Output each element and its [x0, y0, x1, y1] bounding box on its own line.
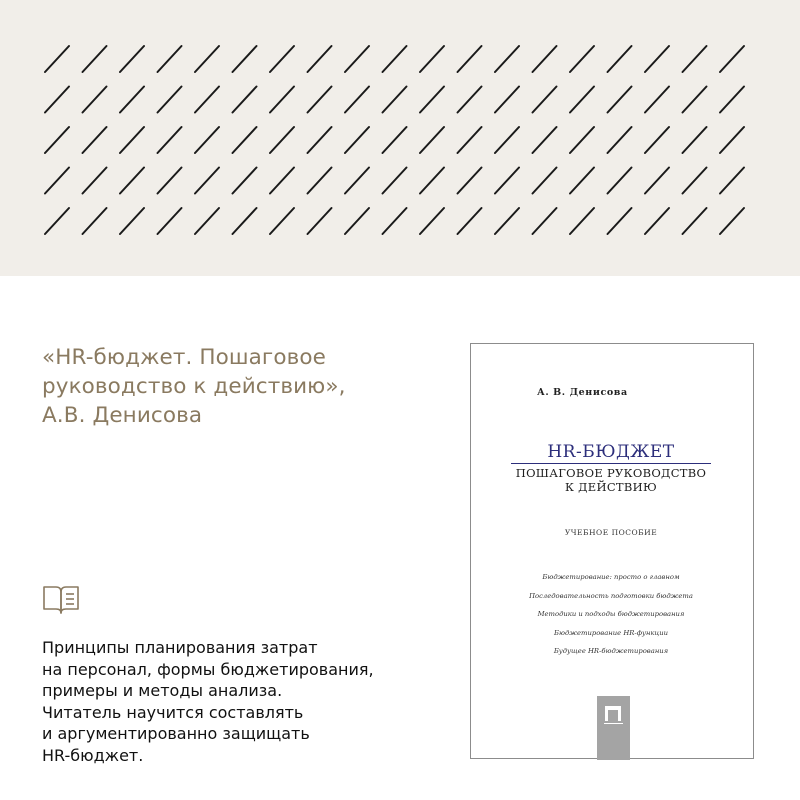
description-line: и аргументированно защищать	[42, 724, 310, 744]
diagonal-dash	[158, 46, 182, 72]
diagonal-dash	[420, 168, 444, 194]
cover-author: А. В. Денисова	[537, 387, 628, 398]
diagonal-dash	[120, 168, 144, 194]
book-cover	[470, 343, 754, 759]
diagonal-dash	[120, 127, 144, 153]
book-title-line: А.В. Денисова	[42, 403, 203, 428]
diagonal-dash	[570, 127, 594, 153]
diagonal-dash	[608, 168, 632, 194]
diagonal-dash	[533, 46, 557, 72]
diagonal-dash	[233, 46, 257, 72]
diagonal-dash	[645, 168, 669, 194]
diagonal-dash	[345, 87, 369, 113]
cover-topic: Методики и подходы бюджетирования	[537, 610, 685, 618]
diagonal-dash	[495, 46, 519, 72]
publisher-logo	[597, 696, 630, 760]
diagonal-dash	[533, 127, 557, 153]
diagonal-dash	[195, 168, 219, 194]
cover-subtitle	[501, 466, 721, 494]
diagonal-dash	[608, 208, 632, 234]
diagonal-dash	[158, 168, 182, 194]
cover-topic: Будущее HR-бюджетирования	[553, 647, 669, 655]
diagonal-dash	[720, 208, 744, 234]
book-title-line: «HR-бюджет. Пошаговое	[42, 345, 326, 370]
diagonal-dash	[345, 46, 369, 72]
diagonal-dash	[458, 127, 482, 153]
diagonal-dash	[195, 208, 219, 234]
cover-topic: Бюджетирование: просто о главном	[542, 573, 680, 581]
diagonal-dash	[683, 46, 707, 72]
cover-subtitle-line: К ДЕЙСТВИЮ	[564, 480, 657, 494]
diagonal-dash	[645, 46, 669, 72]
diagonal-dash	[458, 46, 482, 72]
diagonal-dash	[533, 208, 557, 234]
diagonal-dash	[158, 127, 182, 153]
diagonal-dash	[83, 46, 107, 72]
diagonal-dash	[383, 208, 407, 234]
description-line: на персонал, формы бюджетирования,	[42, 659, 374, 679]
diagonal-dash	[195, 127, 219, 153]
diagonal-dash	[270, 208, 294, 234]
diagonal-dash	[383, 87, 407, 113]
diagonal-dash	[45, 46, 69, 72]
cover-topic: Последовательность подготовки бюджета	[529, 591, 693, 600]
diagonal-dash	[383, 46, 407, 72]
diagonal-dash	[83, 127, 107, 153]
diagonal-dash	[270, 127, 294, 153]
cover-subtitle-line: ПОШАГОВОЕ РУКОВОДСТВО	[515, 466, 707, 480]
diagonal-dash	[83, 208, 107, 234]
diagonal-dash	[383, 168, 407, 194]
diagonal-dash	[495, 87, 519, 113]
description-line: Читатель научится составлять	[42, 702, 304, 722]
diagonal-dash	[233, 127, 257, 153]
diagonal-dash	[83, 87, 107, 113]
diagonal-dash	[720, 87, 744, 113]
diagonal-dash	[495, 168, 519, 194]
diagonal-dash	[458, 168, 482, 194]
diagonal-dash	[570, 87, 594, 113]
diagonal-dash	[270, 168, 294, 194]
diagonal-dash	[45, 127, 69, 153]
diagonal-dash	[233, 168, 257, 194]
diagonal-dash	[233, 87, 257, 113]
diagonal-dash	[683, 127, 707, 153]
book-description	[42, 637, 422, 767]
diagonal-dash	[195, 46, 219, 72]
diagonal-dash	[420, 127, 444, 153]
diagonal-dash	[608, 87, 632, 113]
diagonal-dash	[683, 208, 707, 234]
book-title	[42, 343, 442, 430]
diagonal-dash	[345, 208, 369, 234]
diagonal-dash	[495, 127, 519, 153]
cover-title-rule	[511, 463, 711, 464]
diagonal-dash	[308, 127, 332, 153]
diagonal-dash	[720, 46, 744, 72]
diagonal-dash-pattern	[0, 0, 800, 276]
diagonal-dash	[570, 208, 594, 234]
diagonal-dash	[720, 168, 744, 194]
diagonal-dash	[345, 168, 369, 194]
diagonal-dash	[308, 46, 332, 72]
diagonal-dash	[420, 46, 444, 72]
diagonal-dash	[158, 87, 182, 113]
diagonal-dash	[608, 127, 632, 153]
diagonal-dash	[45, 208, 69, 234]
diagonal-dash	[345, 127, 369, 153]
diagonal-dash	[233, 208, 257, 234]
description-line: Принципы планирования затрат	[42, 638, 318, 657]
diagonal-dash	[120, 208, 144, 234]
diagonal-dash	[645, 127, 669, 153]
diagonal-dash	[458, 208, 482, 234]
cover-topic-list	[491, 573, 731, 666]
book-title-line: руководство к действию»,	[42, 374, 346, 399]
diagonal-dash	[533, 168, 557, 194]
publisher-logo-line	[604, 723, 623, 724]
diagonal-dash	[495, 208, 519, 234]
diagonal-dash	[120, 87, 144, 113]
diagonal-dash	[83, 168, 107, 194]
diagonal-dash	[570, 46, 594, 72]
cover-main-title: HR-БЮДЖЕТ	[547, 442, 675, 462]
diagonal-dash	[270, 87, 294, 113]
diagonal-dash	[308, 87, 332, 113]
diagonal-dash	[120, 46, 144, 72]
diagonal-dash	[45, 87, 69, 113]
publisher-logo-mark	[605, 706, 621, 721]
diagonal-dash	[720, 127, 744, 153]
decorative-band	[0, 0, 800, 276]
diagonal-dash	[645, 87, 669, 113]
diagonal-dash	[645, 208, 669, 234]
description-line: примеры и методы анализа.	[42, 681, 283, 701]
diagonal-dash	[420, 87, 444, 113]
diagonal-dash	[683, 87, 707, 113]
diagonal-dash	[308, 208, 332, 234]
diagonal-dash	[158, 208, 182, 234]
diagonal-dash	[383, 127, 407, 153]
diagonal-dash	[270, 46, 294, 72]
diagonal-dash	[420, 208, 444, 234]
diagonal-dash	[533, 87, 557, 113]
cover-book-type: УЧЕБНОЕ ПОСОБИЕ	[564, 528, 658, 537]
description-line: HR-бюджет.	[42, 745, 144, 765]
open-book-icon	[42, 585, 80, 615]
diagonal-dash	[570, 168, 594, 194]
diagonal-dash	[683, 168, 707, 194]
diagonal-dash	[308, 168, 332, 194]
cover-topic: Бюджетирование HR-функции	[554, 628, 668, 637]
diagonal-dash	[45, 168, 69, 194]
diagonal-dash	[195, 87, 219, 113]
diagonal-dash	[458, 87, 482, 113]
diagonal-dash	[608, 46, 632, 72]
